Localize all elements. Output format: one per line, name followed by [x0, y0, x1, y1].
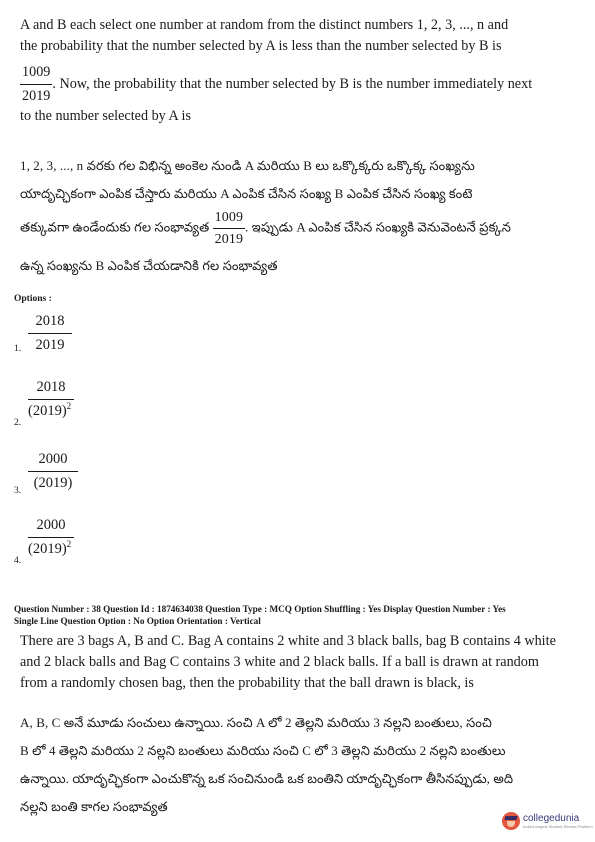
- q37-te-fraction-numerator: 1009: [213, 208, 245, 229]
- q38-meta: [14, 603, 584, 627]
- collegedunia-logo: [502, 812, 593, 830]
- option-3-index: 3.: [14, 486, 22, 496]
- q37-telugu-text: [20, 152, 580, 208]
- q38-te-line1: A, B, C అనే మూడు సంచులు ఉన్నాయి. సంచి A లో 2 తెల్లని మరియు 3 నల్లని బంతులు, సంచి: [20, 715, 492, 730]
- option-4-numerator: 2000: [28, 516, 74, 538]
- q37-te-line2: యాదృచ్ఛికంగా ఎంపిక చేస్తారు మరియు A ఎంపిక చేసిన సంఖ్య B ఎంపిక చేసిన సంఖ్య కంటె: [20, 186, 473, 201]
- option-3-denominator: (2019): [33, 475, 73, 491]
- q37-te-fraction-denominator: 2019: [214, 232, 244, 247]
- logo-tagline: India's largest Student Review Platform: [523, 824, 593, 829]
- q37-fraction: [20, 62, 52, 107]
- option-2-fraction: [28, 378, 82, 421]
- option-1-denominator: 2019: [35, 337, 65, 353]
- q37-en-line4: to the number selected by A is: [20, 108, 192, 124]
- q37-en-fraction-line: [20, 62, 580, 107]
- q37-te-line4: ఉన్న సంఖ్యను B ఎంపిక చేయడానికి గల సంభావ్యత: [20, 258, 278, 273]
- option-2-numerator: 2018: [28, 378, 74, 400]
- q37-en-line3: . Now, the probability that the number selected by B is the number immediately next: [52, 75, 533, 92]
- option-1-index: 1.: [14, 344, 22, 354]
- option-4-denominator: (2019): [28, 541, 67, 557]
- logo-brand: collegedunia: [523, 813, 580, 824]
- option-1[interactable]: [14, 312, 134, 362]
- q38-en-line3: from a randomly chosen bag, then the probability that the ball drawn is black, is: [20, 675, 474, 691]
- q37-fraction-denominator: 2019: [22, 88, 51, 104]
- collegedunia-mascot-icon: [502, 812, 520, 830]
- q38-te-line3: ఉన్నాయి. యాదృచ్ఛికంగా ఎంచుకొన్న ఒక సంచినుండి ఒక బంతిని యాదృచ్ఛికంగా తీసినప్పుడు, అది: [20, 771, 514, 786]
- option-4-fraction: [28, 516, 82, 559]
- options-label: Options :: [14, 294, 52, 304]
- q37-te-fraction-line: [20, 208, 580, 249]
- option-1-fraction: [28, 312, 72, 355]
- option-1-numerator: 2018: [28, 312, 72, 334]
- q37-english-text: [20, 15, 580, 57]
- q37-te-line3b: . ఇప్పుడు A ఎంపిక చేసిన సంఖ్యకి వెనువెంటనే ప్రక్కన: [245, 219, 511, 235]
- option-2[interactable]: [14, 378, 134, 430]
- q38-meta-line1: Question Number : 38 Question Id : 1874634038 Question Type : MCQ Option Shuffling : Yes Display Question Number : Yes: [14, 604, 506, 614]
- q37-en-line2: the probability that the number selected by A is less than the number selected by B is: [20, 38, 502, 54]
- q38-english-text: [20, 631, 580, 694]
- option-4-exponent: 2: [66, 539, 72, 550]
- q38-meta-line2: Single Line Question Option : No Option Orientation : Vertical: [14, 616, 261, 626]
- option-2-exponent: 2: [66, 401, 72, 412]
- option-4-denominator-wrap: [28, 538, 82, 559]
- option-3[interactable]: [14, 450, 134, 500]
- option-2-index: 2.: [14, 418, 22, 428]
- option-2-denominator-wrap: [28, 400, 82, 421]
- q38-en-line2: and 2 black balls and Bag C contains 3 white and 2 black balls. If a ball is drawn at random: [20, 654, 539, 670]
- q37-te-line1: 1, 2, 3, ..., n వరకు గల విభిన్న అంకెల నుండి A మరియు B లు ఒక్కొక్కరు ఒక్కొక్క సంఖ్యను: [20, 158, 475, 173]
- q37-te-fraction: [213, 208, 245, 249]
- option-4-index: 4.: [14, 556, 22, 566]
- q37-te-line3a: తక్కువగా ఉండేందుకు గల సంభావ్యత: [20, 219, 210, 235]
- q38-te-line2: B లో 4 తెల్లని మరియు 2 నల్లని బంతులు మరియు సంచి C లో 3 తెల్లని మరియు 2 నల్లని బంతులు: [20, 743, 506, 758]
- q38-en-line1: There are 3 bags A, B and C. Bag A contains 2 white and 3 black balls, bag B contains 4 white: [20, 633, 556, 649]
- option-2-denominator: (2019): [28, 403, 67, 419]
- q37-en-line1: A and B each select one number at random from the distinct numbers 1, 2, 3, ..., n and: [20, 17, 509, 33]
- q38-te-line4: నల్లని బంతి కాగల సంభావ్యత: [20, 799, 168, 814]
- option-4[interactable]: [14, 516, 134, 568]
- q37-fraction-numerator: 1009: [20, 62, 52, 85]
- q38-telugu-text: [20, 709, 580, 821]
- option-3-numerator: 2000: [28, 450, 78, 472]
- option-3-fraction: [28, 450, 78, 493]
- collegedunia-wordmark: [523, 813, 593, 829]
